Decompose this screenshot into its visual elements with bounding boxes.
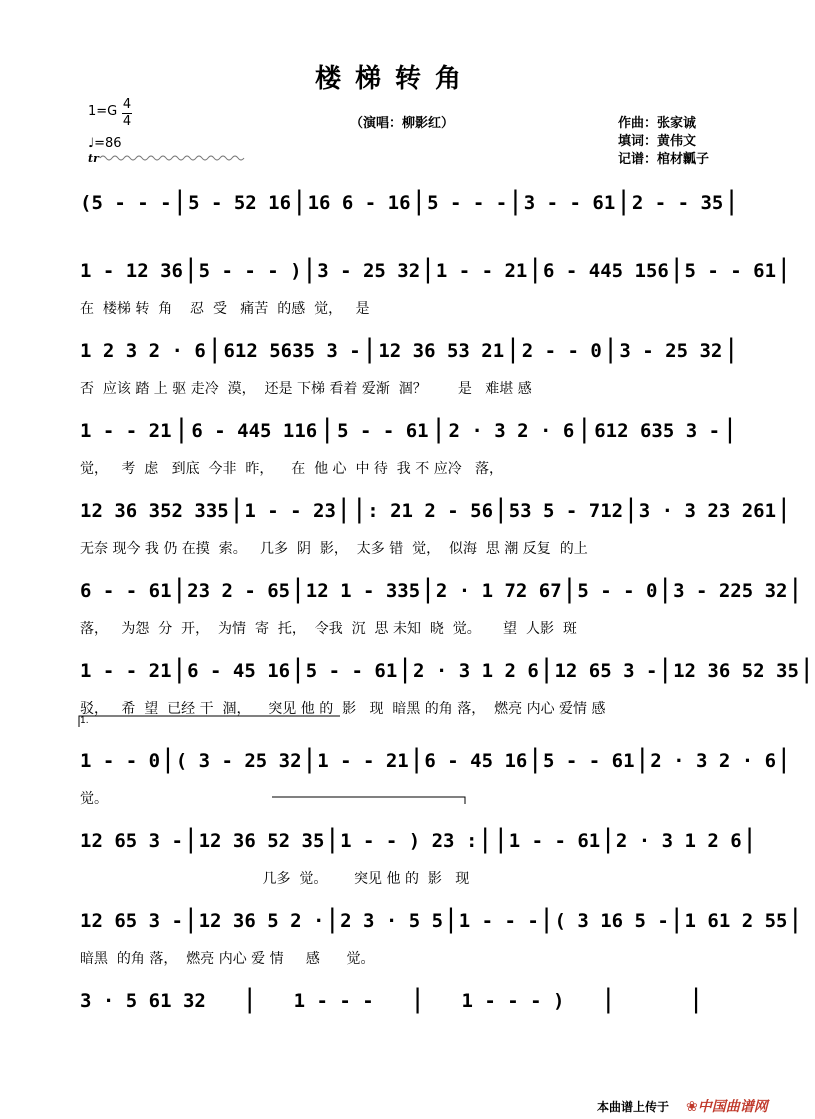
tempo [88, 136, 122, 151]
measure: 12 1 - 335 [305, 580, 421, 602]
bar-line: | [411, 186, 427, 216]
bar-line: | [722, 414, 738, 444]
bar-line: | [538, 904, 555, 934]
bar-line: | [361, 334, 378, 364]
bar-line: | [171, 654, 188, 684]
bar-line: | [776, 494, 792, 524]
notation-row [80, 238, 792, 284]
measure: 2 · 3 1 2 6 [615, 830, 742, 852]
lyrics-row: 暗黑 的角 落， 燃亮 内心 爱 情 感 觉。 [80, 951, 375, 967]
bar-line: | [798, 654, 815, 684]
measure: 5 - - - [427, 192, 508, 214]
key-signature [88, 104, 117, 119]
measure: (5 - - - [80, 192, 172, 214]
measure: 1 - - 23 [244, 500, 336, 522]
bar-line: | [505, 334, 521, 364]
measure: 2 · 3 2 · 6 [650, 750, 777, 772]
bar-line: | [600, 984, 617, 1014]
lyrics-row: 觉， 考 虑 到底 今非 昨， 在 他 心 中 待 我 不 应冷 落， [80, 461, 504, 477]
notation-row [80, 318, 740, 362]
measure: ( 3 16 5 - [554, 910, 669, 932]
bar-line: | [443, 904, 459, 934]
bar-line: | [615, 186, 632, 216]
notation-row [80, 728, 792, 774]
bar-line: | [397, 654, 413, 684]
bar-line: | [538, 654, 555, 684]
lyrics-row: 几多 觉。 突见 他 的 影 现 [80, 871, 470, 887]
bar-line: | [408, 744, 425, 774]
bar-line: | [335, 494, 352, 524]
measure: 3 · 3 23 261 [638, 500, 777, 522]
measure: 2 · 1 72 67 [435, 580, 562, 602]
bar-line: | [602, 334, 619, 364]
bar-line: | [301, 744, 318, 774]
bar-line: | [420, 574, 436, 604]
bar-line: | [493, 494, 509, 524]
measure: 3 - 225 32 [673, 580, 788, 602]
bar-line: | [173, 414, 190, 444]
bar-line: | [182, 254, 199, 284]
measure: 23 2 - 65 [187, 580, 291, 602]
measure: 612 5635 3 - [223, 340, 361, 362]
measure: 12 65 3 - [80, 910, 183, 932]
lyrics-row: 落， 为怨 分 开， 为情 寄 托， 令我 沉 思 未知 晓 觉。 望 人影 斑 [80, 621, 577, 637]
measure: 1 - - 0 [80, 750, 161, 772]
measure: ( 3 - 25 32 [175, 750, 302, 772]
bar-line: | [430, 414, 447, 444]
bar-line: | [561, 574, 578, 604]
time-bottom: 4 [122, 114, 132, 129]
site-logo-text: 中国曲谱网 [697, 1099, 768, 1115]
bar-line: | [290, 654, 306, 684]
measure: 1 - - 21 [80, 660, 172, 682]
lyricist-credit: 填词：黄伟文 [618, 134, 697, 149]
measure: 6 - - 61 [80, 580, 172, 602]
measure: 6 - 45 16 [187, 660, 291, 682]
measure: 3 - 25 32 [317, 260, 421, 282]
bar-line: | [182, 824, 199, 854]
bar-line: | [182, 904, 199, 934]
bar-line: | [634, 744, 651, 774]
time-top: 4 [122, 97, 132, 112]
bar-line: | [228, 494, 245, 524]
volta-bracket [78, 714, 348, 728]
measure: 2 - - 0 [521, 340, 602, 362]
lyrics-row: 否 应该 踏 上 驱 走冷 漠， 还是 下梯 看着 爱渐 涸？ 是 难堪 感 [80, 381, 532, 397]
notation-row [80, 808, 758, 854]
composer-credit: 作曲：张家诚 [618, 116, 697, 131]
bar-line: | [493, 824, 509, 854]
bar-line: | [657, 574, 674, 604]
measure: 2 - - 35 [631, 192, 724, 214]
measure: : 21 2 - 56 [367, 500, 494, 522]
measure: 5 - - 61 [337, 420, 429, 442]
notation-row [80, 170, 740, 214]
footer-upload-text: 本曲谱上传于 [597, 1100, 670, 1114]
measure: 3 - - 61 [523, 192, 616, 214]
bar-line: | [420, 254, 436, 284]
bar-line: | [241, 984, 258, 1014]
volta-label: 1. [80, 716, 89, 726]
bar-line: | [171, 574, 188, 604]
measure: 2 · 3 1 2 6 [412, 660, 539, 682]
bar-line: | [688, 984, 704, 1014]
bar-line: | [576, 414, 593, 444]
lyrics-row: 无奈 现今 我 仍 在摸 索。 几多 阴 影， 太多 错 觉， 似海 思 潮 反复 的上 [80, 541, 588, 557]
time-signature [122, 98, 132, 129]
singer-credit: （演唱：柳影红） [350, 116, 455, 131]
notation-row [80, 968, 740, 1012]
page-title: 楼梯转角 [314, 64, 475, 94]
measure: 612 635 3 - [594, 420, 721, 442]
bar-line: | [160, 744, 176, 774]
measure: 5 - - - ) [198, 260, 302, 282]
notation-row [80, 888, 804, 934]
measure: 5 - - 0 [577, 580, 658, 602]
second-volta-bracket [270, 795, 470, 805]
bar-line: | [290, 574, 306, 604]
bar-line: | [527, 254, 543, 284]
measure: 12 65 3 - [554, 660, 658, 682]
measure: 5 - - 61 [305, 660, 398, 682]
bar-line: | [319, 414, 335, 444]
site-logo-icon: ❀ [686, 1099, 698, 1115]
bar-line: | [301, 254, 318, 284]
bar-line: | [477, 824, 494, 854]
key-label: 1=G [88, 104, 118, 119]
measure: 12 65 3 - [80, 830, 183, 852]
quarter-note-icon: ♩ [88, 136, 95, 151]
measure: 12 36 5 2 · [198, 910, 325, 932]
bar-line: | [527, 744, 544, 774]
bar-line: | [776, 744, 792, 774]
measure: 1 - - 61 [508, 830, 601, 852]
bar-line: | [776, 254, 792, 284]
measure: 5 - - 61 [543, 750, 635, 772]
bar-line: | [787, 574, 804, 604]
measure: 1 - - - ) [461, 990, 565, 1012]
notation-row [80, 478, 792, 524]
bar-line: | [206, 334, 223, 364]
bar-line: | [723, 186, 740, 216]
lyrics-row: 觉。 [80, 791, 108, 807]
notation-row [80, 558, 804, 604]
bar-line: | [291, 186, 308, 216]
bar-line: | [324, 824, 341, 854]
measure: 12 36 52 35 [673, 660, 799, 682]
measure: 6 - 445 156 [543, 260, 669, 282]
measure: 5 - - 61 [684, 260, 777, 282]
measure: 1 - 12 36 [80, 260, 183, 282]
measure: 12 36 53 21 [378, 340, 505, 362]
notation-row [80, 398, 740, 442]
site-logo [686, 1096, 768, 1116]
bar-line: | [787, 904, 804, 934]
measure: 2 · 3 2 · 6 [448, 420, 575, 442]
bar-line: | [507, 186, 524, 216]
lyrics-row: 在 楼梯 转 角 忍 受 痛苦 的感 觉， 是 [80, 301, 370, 317]
bar-line: | [324, 904, 341, 934]
measure: 12 36 52 35 [198, 830, 325, 852]
bar-line: | [668, 254, 685, 284]
measure: 6 - 45 16 [424, 750, 528, 772]
measure: 1 - - 21 [317, 750, 409, 772]
measure: 2 3 · 5 5 [340, 910, 444, 932]
bar-line: | [668, 904, 685, 934]
bar-line: | [600, 824, 616, 854]
measure: 1 - - - [293, 990, 374, 1012]
trill-icon [88, 152, 248, 164]
measure: 53 5 - 712 [508, 500, 624, 522]
measure: 12 36 352 335 [80, 500, 229, 522]
measure: 1 61 2 55 [684, 910, 788, 932]
tempo-value: =86 [94, 136, 122, 151]
transcriber-credit: 记谱：棺材瓤子 [618, 152, 710, 167]
bar-line: | [741, 824, 758, 854]
svg-text:tr: tr [88, 152, 99, 165]
bar-line: | [171, 186, 188, 216]
bar-line: | [351, 494, 368, 524]
measure: 16 6 - 16 [307, 192, 411, 214]
bar-line: | [723, 334, 739, 364]
measure: 1 2 3 2 · 6 [80, 340, 206, 362]
measure: 3 · 5 61 32 [80, 990, 206, 1012]
measure: 1 - - ) 23 : [340, 830, 478, 852]
measure: 1 - - - [458, 910, 539, 932]
bar-line: | [623, 494, 639, 524]
measure: 1 - - 21 [80, 420, 172, 442]
notation-row [80, 638, 815, 684]
bar-line: | [657, 654, 674, 684]
lyrics-row: 驳， 希 望 已经 干 涸， 突见 他 的 影 现 暗黑 的角 落， 燃亮 内心 爱情 感 [80, 701, 606, 717]
measure: 1 - - 21 [435, 260, 528, 282]
measure: 5 - 52 16 [188, 192, 292, 214]
bar-line: | [409, 984, 426, 1014]
measure: 6 - 445 116 [191, 420, 318, 442]
measure: 3 - 25 32 [619, 340, 723, 362]
